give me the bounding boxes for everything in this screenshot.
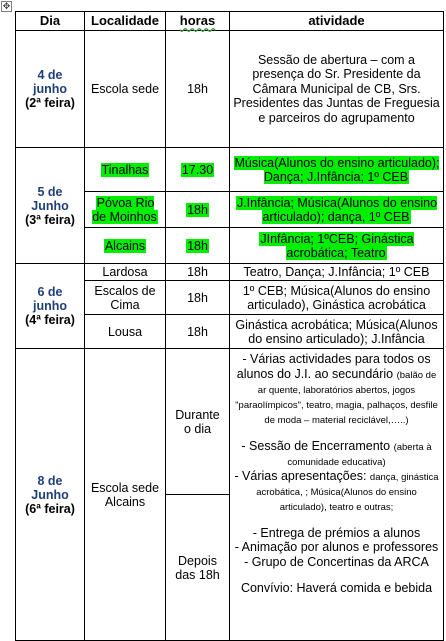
localidade-text: Póvoa Rio de Moinhos xyxy=(92,195,157,224)
day-date: 5 de xyxy=(37,184,63,199)
localidade-text: Alcains xyxy=(104,238,146,253)
horas-cell xyxy=(166,192,230,228)
atividade-text: J.Infância; Música(Alunos do ensino articulado); dança, 1º CEB xyxy=(236,195,438,224)
spacer xyxy=(232,569,441,581)
horas-line-1: Depois xyxy=(178,553,217,568)
localidade-text: Tinalhas xyxy=(101,162,149,177)
header-row xyxy=(16,12,444,31)
atividade-item: - Entrega de prémios a alunos xyxy=(252,525,421,540)
horas-cell xyxy=(166,228,230,264)
atividade-item xyxy=(232,352,441,427)
horas-cell: 18h xyxy=(166,315,230,349)
localidade-cell: Escola sede xyxy=(85,31,166,148)
atividade-cell: Sessão de abertura – com a presença do Sr. Presidente da Câmara Municipal de CB, Srs. Presidentes das Juntas de Freguesia e parceiros do agrupamento xyxy=(230,31,444,148)
atividade-cell xyxy=(230,349,444,641)
spacer xyxy=(232,427,441,439)
horas-line-1: Durante xyxy=(175,407,220,422)
day-date: 4 de xyxy=(37,68,63,82)
header-horas-text: horas xyxy=(179,13,216,28)
table-move-handle-icon[interactable]: ✥ xyxy=(2,1,11,11)
day-date: 6 de xyxy=(37,285,63,299)
atividade-item: - Grupo de Concertinas da ARCA xyxy=(244,554,429,569)
atividade-item xyxy=(232,439,441,469)
table-row xyxy=(16,31,444,148)
atividade-cell: Ginástica acrobática; Música(Alunos do ensino articulado); J.Infância xyxy=(230,315,444,349)
header-horas xyxy=(166,12,230,31)
horas-line-2: o dia xyxy=(183,421,212,436)
day-month: junho xyxy=(32,299,67,313)
atividade-item: Convívio: Haverá comida e bebida xyxy=(240,581,433,595)
horas-cell xyxy=(166,495,230,641)
atividade-cell xyxy=(230,192,444,228)
localidade-cell xyxy=(85,228,166,264)
day-cell xyxy=(16,148,85,264)
localidade-cell xyxy=(85,148,166,192)
localidade-cell: Lousa xyxy=(85,315,166,349)
day-cell xyxy=(16,349,85,641)
horas-text: 18h xyxy=(187,238,208,253)
localidade-cell xyxy=(85,192,166,228)
day-weekday: (2ª feira) xyxy=(25,96,75,110)
atividade-cell: Teatro, Dança; J.Infância; 1º CEB xyxy=(230,264,444,281)
spacer xyxy=(232,514,441,526)
horas-cell: 18h xyxy=(166,31,230,148)
localidade-cell: Lardosa xyxy=(85,264,166,281)
header-atividade: atividade xyxy=(230,12,444,31)
atividade-item xyxy=(232,469,441,514)
horas-cell xyxy=(166,148,230,192)
localidade-line-2: Alcains xyxy=(104,494,146,509)
atividade-cell xyxy=(230,228,444,264)
day-weekday: (4ª feira) xyxy=(25,313,75,327)
horas-cell: 18h xyxy=(166,264,230,281)
atividade-detail: dança, ginástica acrobática, ; Música(Alunos do ensino articulado), teatro e outras; xyxy=(256,471,439,513)
horas-line-2: das 18h xyxy=(175,567,220,582)
horas-cell: 18h xyxy=(166,281,230,315)
day-cell xyxy=(16,264,85,349)
localidade-cell: Escalos de Cima xyxy=(85,281,166,315)
atividade-main: - Várias apresentações: xyxy=(234,468,367,483)
horas-cell xyxy=(166,349,230,495)
horas-text: 18h xyxy=(187,202,208,217)
header-dia: Dia xyxy=(16,12,85,31)
atividade-text: JInfância; 1ºCEB; Ginástica acrobática; Teatro xyxy=(260,231,414,260)
localidade-line-1: Escola sede xyxy=(90,480,160,495)
day-weekday: (3ª feira) xyxy=(25,212,75,227)
day-date: 8 de xyxy=(37,473,63,488)
header-localidade: Localidade xyxy=(85,12,166,31)
atividade-main: - Várias actividades para todos os alunos do J.I. ao secundário xyxy=(236,352,431,381)
localidade-cell xyxy=(85,349,166,641)
table-row xyxy=(16,349,444,495)
day-month: Junho xyxy=(31,198,69,213)
day-cell xyxy=(16,31,85,148)
day-month: Junho xyxy=(31,487,69,502)
atividade-main: - Sessão de Encerramento xyxy=(241,438,391,453)
atividade-item: - Animação por alunos e professores xyxy=(234,540,439,554)
atividade-cell xyxy=(230,148,444,192)
day-month: junho xyxy=(32,82,67,96)
schedule-table xyxy=(15,11,444,641)
atividade-detail: (aberta à comunidade educativa) xyxy=(287,441,432,468)
atividade-detail: (balão de ar quente, laboratórios abertos, jogos "paraolímpicos", teatro, magia, palhaços, desfile de moda – material reciclável,…..) xyxy=(235,369,438,426)
table-row xyxy=(16,148,444,192)
atividade-cell: 1º CEB; Música(Alunos do ensino articulado), Ginástica acrobática xyxy=(230,281,444,315)
atividade-text: Música(Alunos do ensino articulado); Dança; J.Infância; 1º CEB xyxy=(234,155,440,184)
day-weekday: (6ª feira) xyxy=(25,501,75,516)
table-row xyxy=(16,264,444,281)
horas-text: 17.30 xyxy=(181,162,214,177)
